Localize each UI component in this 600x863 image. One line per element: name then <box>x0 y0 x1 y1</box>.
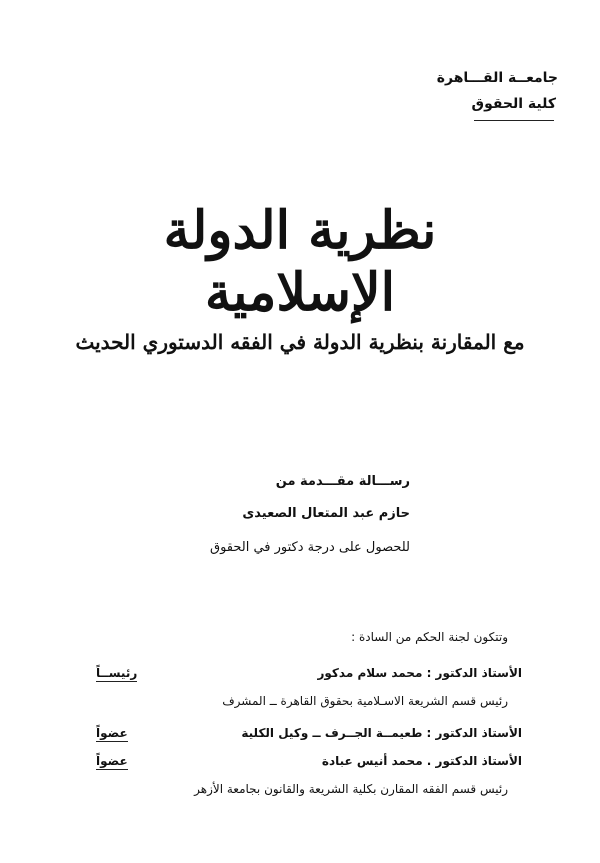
member-role-label: عضواً <box>96 754 128 768</box>
member-role-label: رئيســاً <box>96 666 138 680</box>
role-underline <box>96 681 137 682</box>
member-role <box>96 666 137 682</box>
header-underline <box>474 120 554 121</box>
member-description: رئيس قسم الشريعة الاسـلامية بحقوق القاهرة ــ المشرف <box>222 694 508 708</box>
thesis-subtitle: مع المقارنة بنظرية الدولة في الفقه الدستوري الحديث <box>75 330 525 354</box>
member-name: الأستاذ الدكتور . محمد أنيس عبادة <box>321 754 522 768</box>
member-role-label: عضواً <box>96 726 128 740</box>
committee-member-3 <box>96 754 522 774</box>
degree-purpose: للحصول على درجة دكتور في الحقوق <box>209 540 410 555</box>
member-role <box>96 726 128 742</box>
member-role <box>96 754 128 770</box>
member-description: رئيس قسم الفقه المقارن بكلية الشريعة والقانون بجامعة الأزهر <box>194 782 508 796</box>
committee-member-1 <box>96 666 522 686</box>
committee-intro: وتتكون لجنة الحكم من السادة : <box>351 630 508 644</box>
committee-member-2 <box>96 726 522 746</box>
author-name: حازم عبد المتعال الصعيدى <box>242 506 410 521</box>
faculty-name: كلية الحقوق <box>471 96 556 112</box>
role-underline <box>96 741 128 742</box>
submitted-by-label: رســـالة مقـــدمة من <box>275 474 410 489</box>
member-name: الأستاذ الدكتور : محمد سلام مدكور <box>317 666 522 680</box>
member-name: الأستاذ الدكتور : طعيمــة الجــرف ــ وكيل الكلية <box>241 726 522 740</box>
thesis-title: نظرية الدولة الإسلامية <box>163 200 437 324</box>
role-underline <box>96 769 128 770</box>
university-name: جامعــة القـــاهرة <box>436 70 558 86</box>
